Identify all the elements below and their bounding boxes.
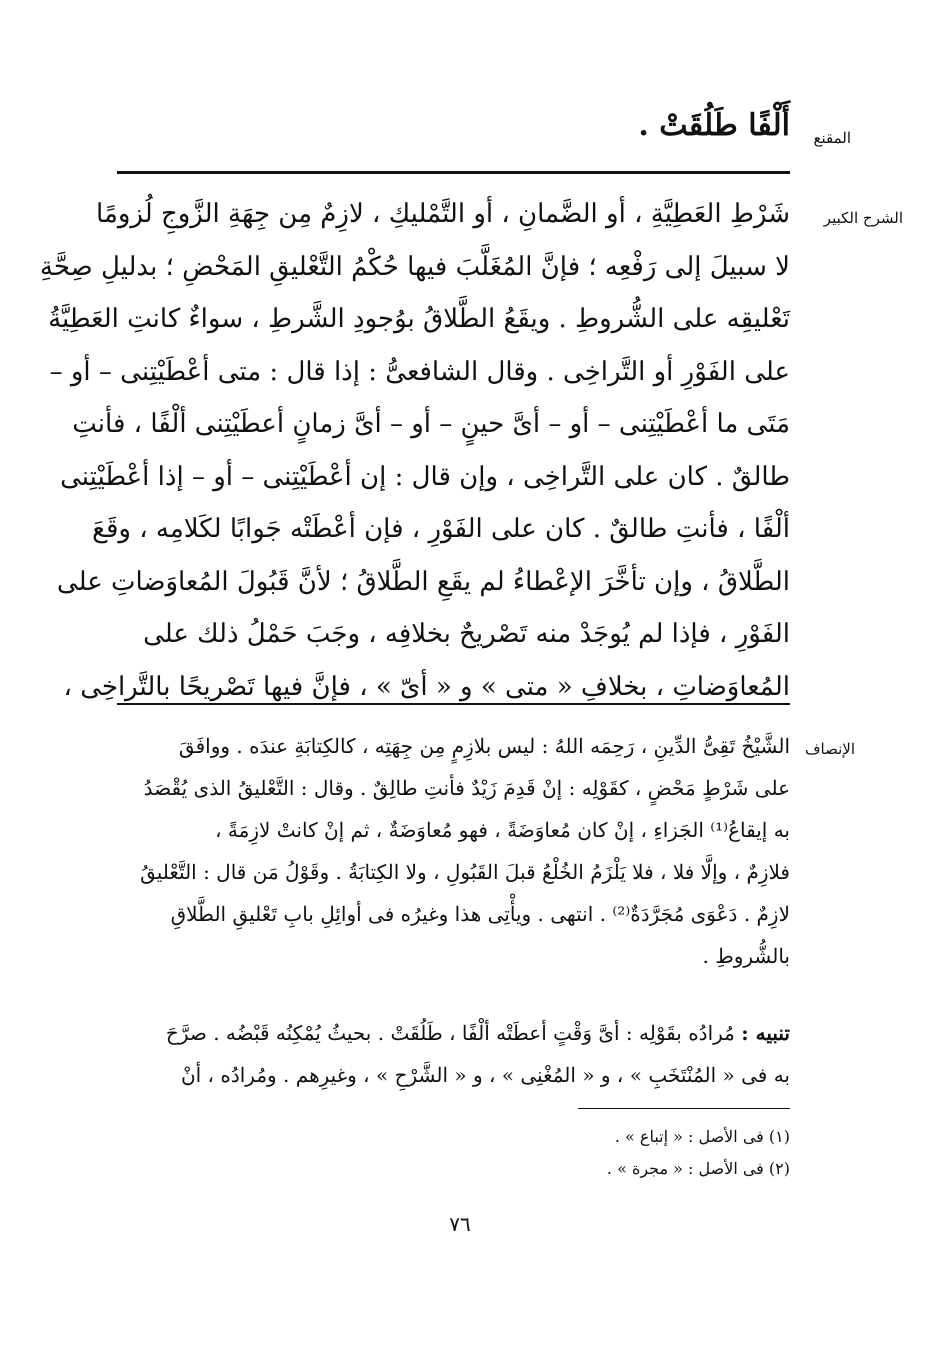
- footnote-2: (٢) فى الأصل : « مجرة » .: [606, 1159, 790, 1178]
- sharh-line: لا سبيلَ إلى رَفْعِه ؛ فإنَّ المُغَلَّبَ فيها حُكْمُ التَّعْليقِ المَحْضِ ؛ بدليلِ صِحَّةِ: [39, 251, 790, 282]
- footnote-rule: [578, 1108, 790, 1109]
- page-number: ٧٦: [449, 1212, 471, 1236]
- sharh-label: الشرح الكبير: [823, 209, 903, 227]
- sharh-line: شَرْطِ العَطِيَّةِ ، أو الضَّمانِ ، أو التَّمْليكِ ، لازِمٌ مِن جِهَةِ الزَّوجِ لُزومًا: [96, 199, 790, 229]
- header-rule: [117, 171, 790, 174]
- tanbih-word: تنبيه :: [741, 1021, 790, 1045]
- sharh-line: على الفَوْرِ أو التَّراخِى . وقال الشافعىُّ : إذا قال : متى أعْطَيْتِنى – أو –: [49, 356, 790, 387]
- insaf-line: على شَرْطٍ مَحْضٍ ، كقَوْلِه : إنْ قَدِمَ زَيْدٌ فأنتِ طالِقٌ . وقال : التَّعْليقُ الذى يُقْصَدُ: [143, 776, 790, 800]
- tanbih-line-text: مُرادُه بقَوْلِه : أىَّ وَقْتٍ أعطَتْه ألْفًا ، طَلُقَتْ . بحيثُ يُمْكِنُه قَبْضُه . صرَّحَ: [165, 1021, 735, 1045]
- tanbih-block: [115, 1012, 790, 1096]
- sharh-line: الفَوْرِ ، فإذا لم يُوجَدْ منه تَصْريحٌ بخلافِه ، وجَبَ حَمْلُ ذلك على: [143, 619, 790, 649]
- tanbih-line: به فى « المُنْتَخَبِ » ، و « المُغْنِى » ، و « الشَّرْحِ » ، وغيرِهم . ومُرادُه ، أنْ: [180, 1063, 790, 1087]
- sharh-line: تَعْليقِه على الشُّروطِ . ويقَعُ الطَّلاقُ بوُجودِ الشَّرطِ ، سواءٌ كانتِ العَطِيَّةُ: [48, 304, 790, 334]
- insaf-line: فلازِمٌ ، وإلَّا فلا ، فلا يَلْزَمُ الخُلْعُ قبلَ القَبُولِ ، ولا الكِتابَةُ . وقَوْلُ مَن قال : التَّعْليقُ: [140, 860, 790, 884]
- insaf-line: بالشُّروطِ .: [702, 944, 790, 968]
- insaf-line: الشَّيْخُ تَقِىُّ الدِّينِ ، رَحِمَه اللهُ : ليس بلازِمٍ مِن جِهَتِه ، كالكِتابَةِ عندَه . ووافَقَ: [178, 734, 790, 758]
- sharh-line: طالقٌ . كان على التَّراخِى ، وإن قال : إن أعْطَيْتِنى – أو – إذا أعْطَيْتِنى: [60, 461, 790, 492]
- sharh-text-block: [39, 188, 790, 713]
- insaf-label: الإنصاف: [804, 740, 855, 758]
- insaf-line: به إيقاعُ⁽¹⁾ الجَزاءِ ، إنْ كان مُعاوَضَةً ، فهو مُعاوَضَةٌ ، ثم إنْ كانتْ لازِمَةً ،: [215, 818, 790, 842]
- sharh-line: مَتَى ما أعْطَيْتِنى – أو – أىَّ حينٍ – أو – أىَّ زمانٍ أعطَيْتِنى ألْفًا ، فأنتِ: [72, 409, 790, 439]
- footnote-1: (١) فى الأصل : « إتباع » .: [614, 1127, 790, 1146]
- sharh-line: ألْفًا ، فأنتِ طالقٌ . كان على الفَوْرِ ، فإن أعْطَتْه جَوابًا لكَلامِه ، وقَعَ: [92, 514, 790, 544]
- sharh-line: المُعاوَضاتِ ، بخلافِ « متى » و « أىّ » ، فإنَّ فيها تَصْريحًا بالتَّراخِى ،: [63, 671, 790, 702]
- section-rule: [117, 703, 790, 705]
- insaf-line: لازِمٌ . دَعْوَى مُجَرَّدَةٌ⁽²⁾ . انتهى . ويأْتِى هذا وغيرُه فى أوائِلِ بابِ تَعْليقِ الطَّلاقِ: [170, 902, 790, 926]
- insaf-text-block: [115, 725, 790, 977]
- muqni-label: المقنع: [813, 129, 851, 147]
- tanbih-line: [115, 1012, 790, 1054]
- muqni-text: أَلْفًا طَلُقَتْ .: [638, 108, 790, 143]
- sharh-line: الطَّلاقُ ، وإن تأخَّرَ الإعْطاءُ لم يقَعِ الطَّلاقُ ؛ لأنَّ قَبُولَ المُعاوَضاتِ على: [56, 566, 790, 597]
